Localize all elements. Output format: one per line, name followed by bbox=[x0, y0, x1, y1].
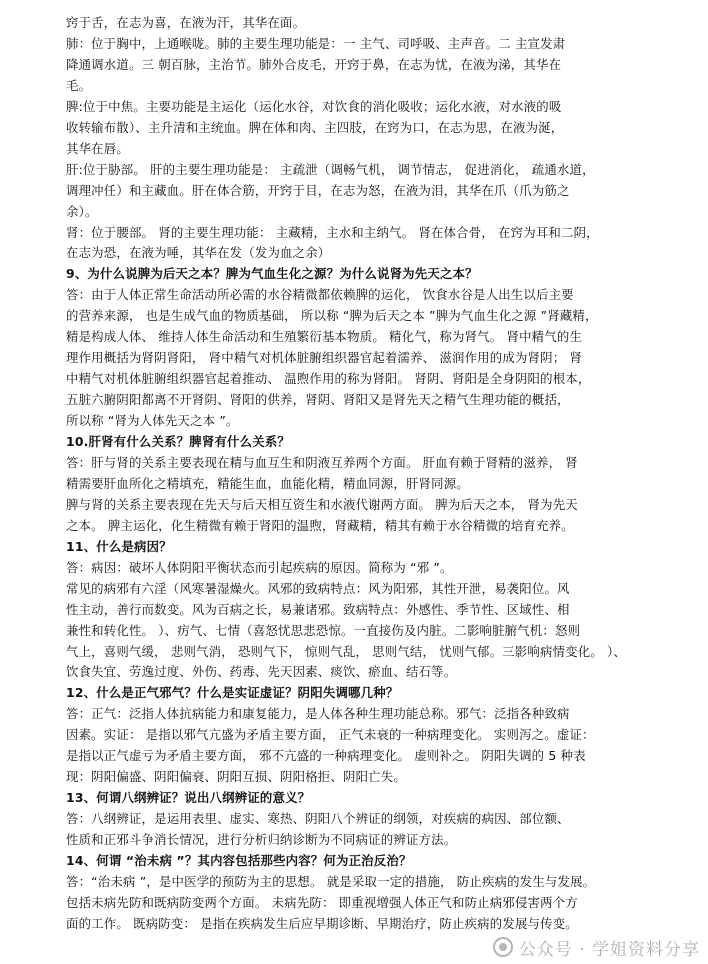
text-line: 的营养来源， 也是生成气血的物质基础， 所以称 “脾为后天之本 ”脾为气血生化之源 ”肾藏精， bbox=[66, 308, 598, 324]
text-line: 精是构成人体、 维持人体生命活动和生殖繁衍基本物质。 精化气，称为肾气。 肾中精气的生 bbox=[66, 329, 583, 345]
text-line: 包括未病先防和既病防变两个方面。 未病先防： 即重视增强人体正气和防止病邪侵害两个方 bbox=[66, 894, 578, 910]
text-line: 中精气对机体脏腑组织器官起着推动、 温煦作用的称为肾阳。 肾阴、肾阳是全身阴阳的根本， bbox=[66, 371, 591, 387]
text-line: 面的工作。 既病防变： 是指在疾病发生后应早期诊断、早期治疗，防止疾病的发展与传变。 bbox=[66, 915, 578, 931]
text-line: 答：“治未病 ”，是中医学的预防为主的思想。 就是采取一定的措施， 防止疾病的发生与发展。 bbox=[66, 873, 596, 889]
text-line: 答：肝与肾的关系主要表现在精与血互生和阴液互养两个方面。 肝血有赖于肾精的滋养， 肾 bbox=[66, 454, 578, 470]
text-line: 答：由于人体正常生命活动所必需的水谷精微都依赖脾的运化， 饮食水谷是人出生以后主要 bbox=[66, 287, 574, 303]
text-line: 肝:位于胁部。 肝的主要生理功能是： 主疏泄（调畅气机， 调节情志， 促进消化， 疏通水道， bbox=[66, 161, 595, 177]
text-line: 兼性和转化性。 ）、疠气、七情（喜怒忧思悲恐惊。一直接伤及内脏。二影响脏腑气机：怒则 bbox=[66, 622, 581, 638]
text-line: 其华在唇。 bbox=[66, 140, 129, 156]
text-line: 收转输布散）、主升清和主统血。脾在体和肉、主四肢，在窍为口，在志为思，在液为涎， bbox=[66, 119, 564, 135]
question-heading: 14、何谓 “治未病 ”？其内容包括那些内容？何为正治反治？ bbox=[66, 853, 412, 868]
text-line: 窍于舌，在志为喜，在液为汗，其华在面。 bbox=[66, 15, 306, 30]
text-line: 五脏六腑阴阳都离不开肾阴、肾阳的供养，肾阴、肾阳又是肾先天之精气生理功能的概括， bbox=[66, 392, 570, 408]
question-heading: 13、何谓八纲辨证？说出八纲辨证的意义？ bbox=[66, 790, 311, 806]
text-line: 所以称 “肾为人体先天之本 ”。 bbox=[66, 413, 239, 429]
text-line: 肺：位于胸中，上通喉咙。肺的主要生理功能是：一 主气、司呼吸、主声音。二 主宣发肃 bbox=[66, 35, 566, 51]
question-heading: 10.肝肾有什么关系？脾肾有什么关系？ bbox=[66, 434, 290, 449]
text-line: 性质和正邪斗争消长情况，进行分析归纳诊断为不同病证的辨证方法。 bbox=[66, 832, 457, 848]
watermark-text: 公众号 · 学姐资料分享 bbox=[518, 939, 700, 960]
text-line: 脾与肾的关系主要表现在先天与后天相互资生和水液代谢两方面。 脾为后天之本， 肾为先天 bbox=[66, 496, 578, 512]
text-line: 之本。 脾主运化，化生精微有赖于肾阳的温煦，肾藏精，精其有赖于水谷精微的培育充养。 bbox=[66, 517, 574, 533]
question-heading: 12、什么是正气邪气？什么是实证虚证？阴阳失调哪几种？ bbox=[66, 685, 399, 701]
text-line: 毛。 bbox=[66, 77, 92, 93]
text-line: 精需要肝血所化之精填充，精能生血，血能化精，精血同源，肝肾同源。 bbox=[66, 475, 469, 491]
text-line: 调理冲任）和主藏血。肝在体合筋，开窍于目，在志为怒，在液为泪，其华在爪（爪为筋之 bbox=[66, 182, 570, 198]
text-line: 理作用概括为肾阴肾阳， 肾中精气对机体脏腑组织器官起着濡养、 滋润作用的成为肾阴； 肾 bbox=[66, 350, 583, 366]
text-line: 余）。 bbox=[66, 203, 98, 219]
text-line: 答：病因：破坏人体阴阳平衡状态而引起疾病的原因。简称为 “邪 ”。 bbox=[66, 559, 453, 575]
text-line: 在志为恐，在液为唾，其华在发（发为血之余） bbox=[66, 245, 331, 261]
text-line: 答：正气：泛指人体抗病能力和康复能力，是人体各种生理功能总称。邪气：泛指各种致病 bbox=[66, 706, 570, 722]
text-line: 因素。实证： 是指以邪气亢盛为矛盾主要方面， 正气未衰的一种病理变化。 实则泻之。虚证： bbox=[66, 727, 595, 743]
text-line: 脾:位于中焦。主要功能是主运化（运化水谷，对饮食的消化吸收；运化水液，对水液的吸 bbox=[66, 98, 562, 114]
text-line: 是指以正气虚亏为矛盾主要方面， 邪不亢盛的一种病理变化。 虚则补之。 阴阳失调的 5 种表 bbox=[66, 748, 586, 764]
wechat-icon bbox=[493, 937, 513, 957]
text-line: 性主动，善行而数变。风为百病之长，易兼诸邪。致病特点：外感性、季节性、区域性、相 bbox=[66, 601, 570, 617]
text-line: 肾：位于腰部。 肾的主要生理功能： 主藏精，主水和主纳气。 肾在体合骨， 在窍为耳和二阴， bbox=[66, 224, 599, 240]
text-line: 气上，喜则气缓， 悲则气消， 恐则气下， 惊则气乱， 思则气结， 忧则气郁。三影响病情变化。 ）、 bbox=[66, 643, 627, 659]
question-heading: 11、什么是病因？ bbox=[66, 538, 172, 554]
text-line: 答：八纲辨证，是运用表里、虚实、寒热、阴阳八个辨证的纲领，对疾病的病因、部位额、 bbox=[66, 811, 570, 827]
watermark bbox=[493, 934, 700, 960]
question-heading: 9、为什么说脾为后天之本？脾为气血生化之源？为什么说肾为先天之本？ bbox=[66, 266, 478, 282]
text-line: 现：阴阳偏盛、阴阳偏衰、阴阳互损、阴阳格拒、阴阳亡失。 bbox=[66, 769, 406, 785]
text-line: 饮食失宜、劳逸过度、外伤、药毒、先天因素、痰饮、瘀血、结石等。 bbox=[66, 664, 457, 680]
text-line: 降通调水道。三 朝百脉，主治节。肺外合皮毛，开窍于鼻，在志为忧，在液为涕，其华在 bbox=[66, 56, 562, 72]
text-line: 常见的病邪有六淫（风寒暑湿燥火。风邪的致病特点：风为阳邪，其性开泄，易袭阳位。风 bbox=[66, 580, 570, 596]
